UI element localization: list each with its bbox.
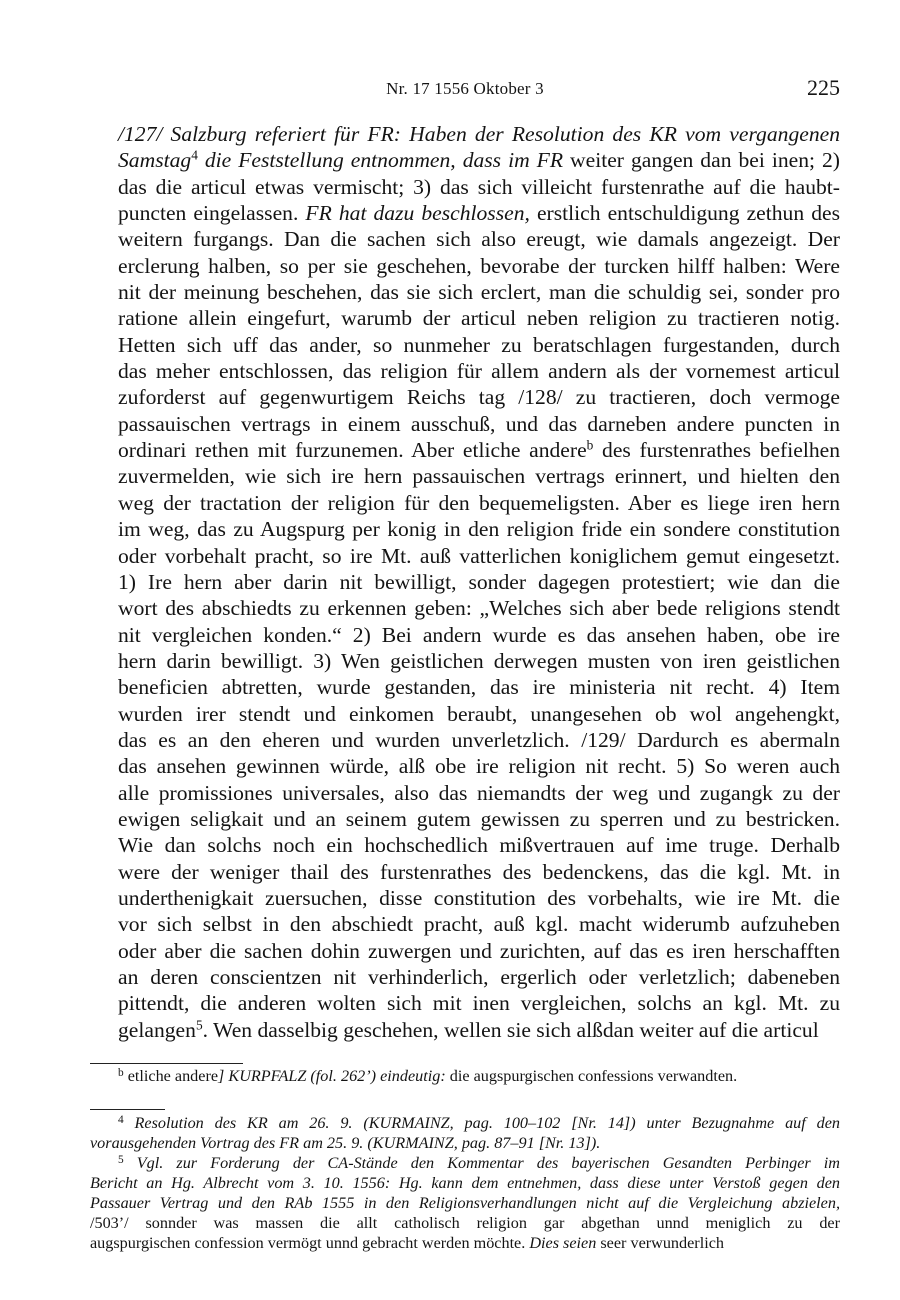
text-line <box>90 859 840 885</box>
source-text: zuvermelden, wie sich ire hern passauischen vertrags erinnert, und hielten den <box>118 464 840 489</box>
source-text: oder aber die sachen dohin zuwergen und zurichten, auf das es iren herschafften <box>118 938 840 963</box>
editorial-text: Bericht an Hg. Albrecht vom 3. 10. 1556: Hg. kann dem entnehmen, dass diese unter Verstoß gegen den <box>90 1174 840 1192</box>
note-reference: b <box>586 437 594 453</box>
source-text: passauischen vertrags in einem ausschuß, und das darneben andere puncten in <box>118 411 840 436</box>
text-line <box>90 701 840 727</box>
page-header <box>90 73 840 103</box>
text-line <box>90 622 840 648</box>
source-text: beneficien abtretten, wurde gestanden, das ire ministeria nit recht. 4) Item <box>118 675 840 700</box>
source-text: ordinari rethen mit furzunemen. Aber etliche andere <box>118 438 587 463</box>
note-line <box>90 1113 840 1133</box>
source-text: die augspurgischen confessions verwandten. <box>445 1067 738 1085</box>
text-line <box>90 358 840 384</box>
text-line <box>90 147 840 173</box>
source-text: nit der meinung beschehen, das sie sich erclert, man die schuldig sei, sonder pro <box>118 280 840 305</box>
note-line <box>90 1193 840 1213</box>
source-text: weg der tractation der religion für den bequemeligsten. Aber es liege iren hern <box>118 490 840 515</box>
text-line <box>90 753 840 779</box>
editorial-text: vorausgehenden Vortrag des FR am 25. 9. (KURMAINZ, pag. 87–91 [Nr. 13]). <box>90 1134 601 1152</box>
note-line <box>90 1233 840 1253</box>
text-line <box>90 305 840 331</box>
source-text: erstlich entschuldigung zethun des <box>529 201 840 226</box>
source-text: gelangen <box>118 1017 196 1042</box>
footnotes <box>90 1113 840 1253</box>
source-text: das meher entschlossen, das religion für allem andern als der vornemest articul <box>118 359 840 384</box>
text-line <box>90 463 840 489</box>
editorial-text: FR hat dazu beschlossen, <box>305 201 530 226</box>
note-marker: 4 <box>118 1113 124 1126</box>
text-line <box>90 490 840 516</box>
editorial-text: die Feststellung entnommen, dass im FR <box>197 148 564 173</box>
source-text: oder vorbehalt pracht, so ire Mt. auß vatterlichen koniglichem gemut eingesetzt. <box>118 543 840 568</box>
textual-notes-divider <box>90 1063 243 1064</box>
text-line <box>90 226 840 252</box>
source-text: wort des abschiedts zu erkennen geben: „Welches sich aber bede religions stendt <box>118 596 840 621</box>
source-text: pittendt, die anderen wolten sich mit inen vergleichen, solchs an kgl. Mt. zu <box>118 991 840 1016</box>
note-line <box>90 1133 840 1153</box>
source-text: . Wen dasselbig geschehen, wellen sie sich alßdan weiter auf die articul <box>202 1017 819 1042</box>
source-text: seer verwunderlich <box>596 1234 724 1252</box>
footnotes-divider <box>90 1109 165 1110</box>
text-line <box>90 964 840 990</box>
source-text: zuforderst auf gegenwurtigem Reichs tag /128/ zu tractieren, doch vermoge <box>118 385 840 410</box>
text-line <box>90 806 840 832</box>
editorial-text: Resolution des KR am 26. 9. (KURMAINZ, pag. 100–102 [Nr. 14]) unter Bezugnahme auf den <box>123 1114 840 1132</box>
text-line <box>90 1017 840 1043</box>
source-text: an deren conscientzen nit verhinderlich, ergerlich oder verletzlich; dabeneben <box>118 965 840 989</box>
editorial-text: Passauer Vertrag und den RAb 1555 in den Religionsverhandlungen nicht auf die Vergleichung abzielen, <box>90 1194 840 1212</box>
note <box>90 1113 840 1153</box>
editorial-text: Vgl. zur Forderung der CA-Stände den Kommentar des bayerischen Gesandten Perbinger im <box>123 1154 840 1172</box>
text-line <box>90 543 840 569</box>
editorial-text: Samstag <box>118 148 192 173</box>
text-line <box>90 174 840 200</box>
note-line <box>90 1213 840 1233</box>
editorial-text: ] KURPFALZ (fol. 262’) eindeutig: <box>218 1067 446 1085</box>
text-line <box>90 411 840 437</box>
source-text: des furstenrathes befielhen <box>593 438 840 463</box>
source-text: were der weniger thail des furstenrathes des bedenckens, das die kgl. Mt. in <box>118 859 840 884</box>
text-line <box>90 569 840 595</box>
source-text: alle promissiones universales, also das niemandts der weg und zugangk zu der <box>118 780 840 805</box>
note-line <box>90 1153 840 1173</box>
source-text: underthenigkait zuersuchen, disse constitution des vorbehalts, wie ire Mt. die <box>118 885 840 910</box>
text-line <box>90 990 840 1016</box>
text-line <box>90 938 840 964</box>
text-line <box>90 780 840 806</box>
note-line <box>90 1173 840 1193</box>
paragraph <box>90 121 840 1043</box>
source-text: das ansehen gewinnen würde, alß obe ire religion nit recht. 5) So weren auch <box>118 754 840 779</box>
text-line <box>90 121 840 147</box>
text-line <box>90 437 840 463</box>
source-text: 1) Ire hern aber darin nit bewilligt, sonder dagegen protestiert; wie dan die <box>118 569 840 594</box>
text-line <box>90 648 840 674</box>
note-marker: b <box>118 1066 124 1079</box>
source-text: /503’/ sonnder was massen die allt catholisch religion gar abgethan unnd meniglich zu der <box>90 1214 840 1232</box>
source-text: das es an den eheren und wurden unverletzlich. /129/ Dardurch es abermaln <box>118 727 840 752</box>
source-text: ratione allein eingefurt, warumb der articul neben religion zu tractieren notig. <box>118 306 840 331</box>
editorial-text: Dies seien <box>529 1234 597 1252</box>
text-line <box>90 516 840 542</box>
text-line <box>90 885 840 911</box>
source-text: weitern furgangs. Dan die sachen sich also ereugt, wie damals angezeigt. Der <box>118 227 840 252</box>
source-text: vor sich selbst in den abschiedt pracht, auß kgl. macht widerumb aufzuheben <box>118 912 840 937</box>
text-line <box>90 832 840 858</box>
text-line <box>90 384 840 410</box>
text-line <box>90 279 840 305</box>
text-line <box>90 727 840 753</box>
note <box>90 1153 840 1253</box>
text-line <box>90 911 840 937</box>
source-text: wurden irer stendt und einkomen beraubt, unangesehen ob wol angehengkt, <box>118 701 840 726</box>
text-line <box>90 332 840 358</box>
source-text: ewigen seligkait und an seinem gutem gewissen zu sperren und zu bestricken. <box>118 806 840 831</box>
source-text: augspurgischen confession vermögt unnd gebracht werden möchte. <box>90 1234 530 1252</box>
page-number: 225 <box>807 75 840 100</box>
source-text: Wie dan solchs noch ein hochschedlich mißvertrauen auf ime truge. Derhalb <box>118 833 840 858</box>
source-text: nit vergleichen konden.“ 2) Bei andern wurde es das ansehen haben, obe ire <box>118 622 840 647</box>
source-text: erclerung halben, so per sie geschehen, bevorabe der turcken hilff halben: Were <box>118 253 840 278</box>
textual-notes <box>90 1066 840 1086</box>
editorial-text: /127/ Salzburg referiert für FR: Haben der Resolution des KR vom vergangenen <box>118 122 840 146</box>
source-text: weiter gangen dan bei inen; 2) <box>563 148 840 173</box>
note-reference: 4 <box>191 147 198 163</box>
running-head: Nr. 17 1556 Oktober 3 <box>386 79 544 98</box>
note-marker: 5 <box>118 1153 124 1166</box>
text-line <box>90 200 840 226</box>
source-text: etliche andere <box>123 1067 219 1085</box>
text-line <box>90 674 840 700</box>
source-text: das die articul etwas vermischt; 3) das sich villeicht furstenrathe auf die haubt- <box>118 174 840 199</box>
source-text: im weg, das zu Augspurg per konig in den religion fride ein sondere constitution <box>118 517 840 542</box>
source-text: puncten eingelassen. <box>118 201 306 226</box>
source-text: Hetten sich uff das ander, so nunmeher zu beratschlagen furgestanden, durch <box>118 332 840 357</box>
note-reference: 5 <box>195 1017 203 1033</box>
text-line <box>90 253 840 279</box>
main-text <box>90 121 840 1043</box>
source-text: hern darin bewilligt. 3) Wen geistlichen derwegen musten von iren geistlichen <box>118 648 840 673</box>
note <box>90 1066 840 1086</box>
note-line <box>90 1066 840 1086</box>
text-line <box>90 595 840 621</box>
